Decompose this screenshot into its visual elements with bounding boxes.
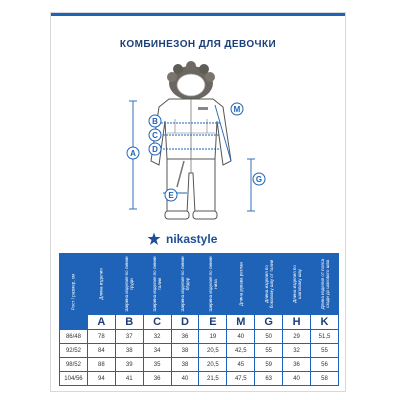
- table-cell: 20,5: [199, 358, 227, 372]
- label-d: [149, 143, 161, 155]
- header-description-cell: [311, 254, 339, 315]
- table-cell: 42,5: [227, 344, 255, 358]
- table-cell: 63: [255, 372, 283, 386]
- page-title: КОМБИНЕЗОН ДЛЯ ДЕВОЧКИ: [119, 39, 277, 50]
- table-cell: 40: [227, 330, 255, 344]
- header-size-column: [60, 254, 88, 330]
- size-cell: 104/56: [60, 372, 88, 386]
- table-cell: 38: [171, 358, 199, 372]
- table-cell: 55: [311, 344, 339, 358]
- header-description: Длина изделия по шаговому шву: [291, 265, 302, 303]
- header-description: Ширина изделия по линии бёдер: [180, 256, 190, 312]
- header-description: Ширина изделия по линии низа: [207, 256, 218, 312]
- table-cell: 40: [171, 372, 199, 386]
- size-cell: 86/48: [60, 330, 88, 344]
- header-description-cell: [283, 254, 311, 315]
- header-description-cell: [227, 254, 255, 315]
- table-cell: 36: [283, 358, 311, 372]
- header-description: Ширина изделия по линии груди: [124, 256, 135, 312]
- header-description: Длина рукава реглан: [238, 262, 244, 306]
- table-cell: 51,5: [311, 330, 339, 344]
- header-description-cell: [115, 254, 143, 315]
- table-cell: 41: [115, 372, 143, 386]
- size-cell: 92/52: [60, 344, 88, 358]
- table-cell: 39: [115, 358, 143, 372]
- header-description-cell: [255, 254, 283, 315]
- header-letter: A: [87, 315, 115, 330]
- size-table: [59, 253, 339, 386]
- table-cell: 47,5: [227, 372, 255, 386]
- header-description-cell: [199, 254, 227, 315]
- brand-name: nikastyle: [166, 232, 218, 246]
- table-cell: 36: [171, 330, 199, 344]
- label-m: [231, 103, 243, 115]
- header-letter: M: [227, 315, 255, 330]
- label-b: [149, 115, 161, 127]
- table-cell: 56: [311, 358, 339, 372]
- table-cell: 45: [227, 358, 255, 372]
- table-row: [60, 344, 339, 358]
- table-header-descriptions: [60, 254, 339, 315]
- header-description-cell: [143, 254, 171, 315]
- table-cell: 29: [283, 330, 311, 344]
- table-cell: 35: [143, 358, 171, 372]
- header-description-cell: [87, 254, 115, 315]
- header-letter: B: [115, 315, 143, 330]
- brand-logo: [147, 231, 217, 247]
- jumpsuit-measurement-diagram: [51, 61, 347, 231]
- table-cell: 20,5: [199, 344, 227, 358]
- table-cell: 59: [255, 358, 283, 372]
- header-letter: K: [311, 315, 339, 330]
- svg-text:B: B: [152, 117, 158, 126]
- table-cell: 78: [87, 330, 115, 344]
- table-cell: 19: [199, 330, 227, 344]
- table-cell: 55: [255, 344, 283, 358]
- svg-text:A: A: [130, 149, 136, 158]
- svg-text:D: D: [152, 145, 158, 154]
- svg-text:E: E: [168, 191, 174, 200]
- header-letter: C: [143, 315, 171, 330]
- header-description: Рост / размер, см: [70, 273, 76, 310]
- top-accent-bar: [51, 13, 345, 16]
- label-g: [253, 173, 265, 185]
- table-cell: 58: [311, 372, 339, 386]
- jumpsuit-outline: [151, 99, 231, 219]
- header-description: Длина изделия от пояса сзади до шагового шва: [319, 258, 330, 310]
- star-logo-icon: [147, 232, 161, 246]
- table-cell: 21,5: [199, 372, 227, 386]
- label-a: [127, 147, 139, 159]
- table-cell: 37: [115, 330, 143, 344]
- table-cell: 94: [87, 372, 115, 386]
- table-cell: 34: [143, 344, 171, 358]
- table-cell: 38: [171, 344, 199, 358]
- table-row: [60, 330, 339, 344]
- header-description: Ширина изделия по линии талии: [152, 256, 163, 312]
- table-cell: 32: [283, 344, 311, 358]
- label-c: [149, 129, 161, 141]
- fur-hood: [167, 61, 215, 100]
- table-cell: 32: [143, 330, 171, 344]
- size-cell: 98/52: [60, 358, 88, 372]
- table-row: [60, 372, 339, 386]
- table-header-letters: [60, 315, 339, 330]
- table-cell: 88: [87, 358, 115, 372]
- table-cell: 40: [283, 372, 311, 386]
- header-description: Длина изделия по боковому шву от талии: [263, 259, 274, 309]
- svg-text:M: M: [233, 105, 241, 114]
- size-chart-card: [50, 12, 346, 392]
- header-letter: G: [255, 315, 283, 330]
- table-row: [60, 358, 339, 372]
- table-cell: 84: [87, 344, 115, 358]
- table-cell: 50: [255, 330, 283, 344]
- svg-text:G: G: [255, 175, 263, 184]
- header-letter: E: [199, 315, 227, 330]
- header-letter: D: [171, 315, 199, 330]
- header-description: Длина изделия: [98, 268, 104, 300]
- svg-text:C: C: [152, 131, 158, 140]
- label-e: [165, 189, 177, 201]
- header-description-cell: [171, 254, 199, 315]
- table-cell: 38: [115, 344, 143, 358]
- header-letter: H: [283, 315, 311, 330]
- size-table-wrapper: [59, 253, 339, 383]
- table-cell: 36: [143, 372, 171, 386]
